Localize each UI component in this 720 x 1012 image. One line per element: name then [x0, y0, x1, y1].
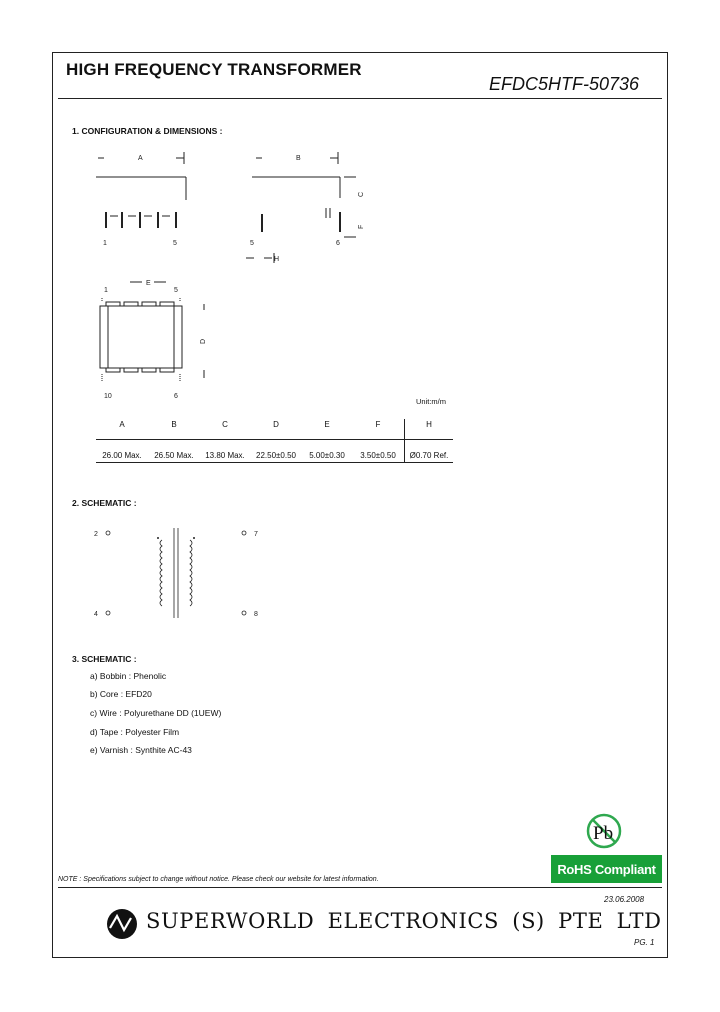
table-cell: 13.80 Max. — [200, 440, 250, 463]
section2-heading: 2. SCHEMATIC : — [72, 498, 137, 508]
front-pin-1: 1 — [103, 240, 107, 247]
table-header: C — [200, 419, 250, 440]
side-view-drawing — [240, 148, 380, 266]
side-dim-f: F — [358, 224, 365, 229]
table-header: E — [302, 419, 352, 440]
material-item: a) Bobbin : Phenolic — [90, 671, 167, 681]
table-header: H — [405, 419, 454, 440]
document-title: HIGH FREQUENCY TRANSFORMER — [66, 60, 362, 79]
material-item: b) Core : EFD20 — [90, 689, 152, 699]
side-pin-6: 6 — [336, 240, 340, 247]
table-cell: 22.50±0.50 — [250, 440, 302, 463]
section1-heading: 1. CONFIGURATION & DIMENSIONS : — [72, 126, 223, 136]
footer-note: NOTE : Specifications subject to change without notice. Please check our website for latest information. — [58, 876, 379, 883]
table-row — [96, 440, 453, 463]
top-view-drawing — [92, 272, 222, 402]
pb-label: Pb — [593, 823, 614, 844]
side-dim-b: B — [296, 155, 301, 162]
front-pin-5: 5 — [173, 240, 177, 247]
table-cell: 26.00 Max. — [96, 440, 148, 463]
table-header: D — [250, 419, 302, 440]
schematic-pin-2: 2 — [94, 531, 98, 538]
header-divider — [58, 98, 662, 99]
dimensions-table — [96, 419, 453, 463]
top-dim-d: D — [200, 338, 207, 344]
table-header-row — [96, 419, 453, 440]
table-header: B — [148, 419, 200, 440]
material-item: c) Wire : Polyurethane DD (1UEW) — [90, 708, 222, 718]
footer-date: 23.06.2008 — [604, 895, 645, 904]
material-item: d) Tape : Polyester Film — [90, 727, 180, 737]
top-pin-10: 10 — [104, 393, 112, 400]
schematic-pin-4: 4 — [94, 611, 98, 618]
table-header: F — [352, 419, 405, 440]
section3-heading: 3. SCHEMATIC : — [72, 654, 137, 664]
side-pin-5: 5 — [250, 240, 254, 247]
table-cell: 3.50±0.50 — [352, 440, 405, 463]
front-dim-a: A — [138, 155, 143, 162]
rohs-compliant-badge: RoHS Compliant — [551, 855, 662, 883]
pb-free-icon — [584, 812, 624, 850]
top-dim-e: E — [146, 280, 151, 287]
table-cell: 26.50 Max. — [148, 440, 200, 463]
unit-label: Unit:m/m — [416, 397, 446, 406]
schematic-pin-8: 8 — [254, 611, 258, 618]
table-header: A — [96, 419, 148, 440]
company-logo-icon — [104, 906, 140, 942]
side-dim-c: C — [358, 191, 365, 197]
part-number: EFDC5HTF-50736 — [489, 74, 640, 94]
material-item: e) Varnish : Synthite AC-43 — [90, 745, 192, 755]
side-dim-h: H — [274, 256, 280, 263]
page-number: PG. 1 — [634, 938, 655, 947]
schematic-pin-7: 7 — [254, 531, 258, 538]
top-pin-6: 6 — [174, 393, 178, 400]
top-pin-1: 1 — [104, 287, 108, 294]
front-view-drawing — [90, 148, 200, 248]
company-name: SUPERWORLD ELECTRONICS (S) PTE LTD — [146, 909, 662, 933]
table-cell: Ø0.70 Ref. — [405, 440, 454, 463]
schematic-drawing — [90, 524, 270, 624]
table-cell: 5.00±0.30 — [302, 440, 352, 463]
top-pin-5: 5 — [174, 287, 178, 294]
footer-divider — [58, 887, 662, 888]
